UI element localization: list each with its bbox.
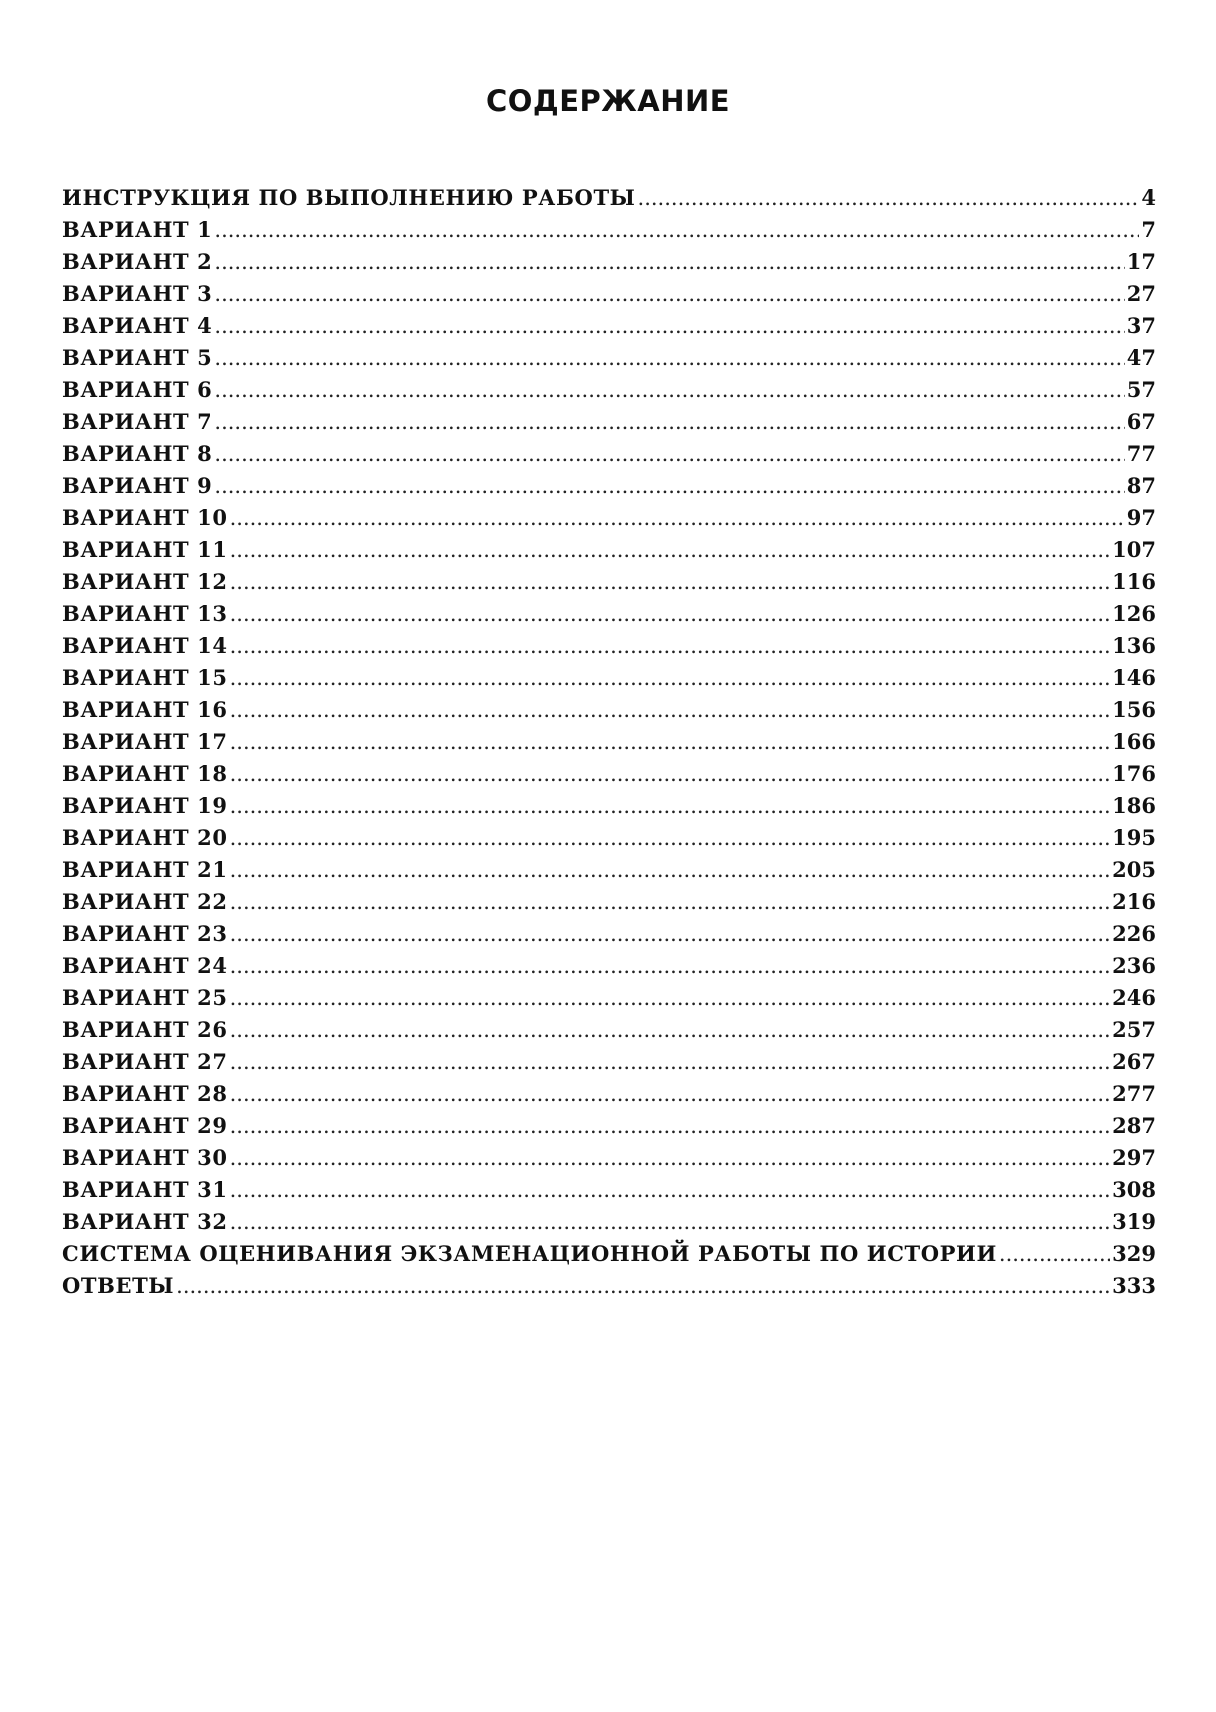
toc-entry[interactable]	[62, 182, 1156, 214]
toc-entry-label: ВАРИАНТ 5	[62, 345, 213, 370]
toc-entry-label: ВАРИАНТ 23	[62, 921, 228, 946]
toc-entry[interactable]	[62, 662, 1156, 694]
toc-entry-page-number: 4	[1141, 185, 1156, 210]
toc-entry-page-number: 246	[1112, 985, 1156, 1010]
toc-entry-page-number: 37	[1126, 313, 1156, 338]
toc-entry-label: ВАРИАНТ 30	[62, 1145, 228, 1170]
dot-leader	[230, 982, 1111, 1014]
toc-entry-label: ИНСТРУКЦИЯ ПО ВЫПОЛНЕНИЮ РАБОТЫ	[62, 185, 636, 210]
toc-entry-label: ВАРИАНТ 12	[62, 569, 228, 594]
toc-entry-page-number: 277	[1112, 1081, 1156, 1106]
toc-entry-page-number: 87	[1126, 473, 1156, 498]
toc-entry-page-number: 297	[1112, 1145, 1156, 1170]
toc-entry-page-number: 47	[1126, 345, 1156, 370]
toc-entry-page-number: 216	[1112, 889, 1156, 914]
toc-entry[interactable]	[62, 374, 1156, 406]
toc-entry[interactable]	[62, 438, 1156, 470]
toc-entry-page-number: 236	[1112, 953, 1156, 978]
dot-leader	[230, 886, 1111, 918]
toc-entry-label: ВАРИАНТ 11	[62, 537, 228, 562]
toc-entry[interactable]	[62, 1270, 1156, 1302]
dot-leader	[214, 374, 1124, 406]
toc-entry-page-number: 195	[1112, 825, 1156, 850]
toc-entry-page-number: 146	[1112, 665, 1156, 690]
toc-entry[interactable]	[62, 950, 1156, 982]
toc-entry-page-number: 186	[1112, 793, 1156, 818]
toc-entry-label: ВАРИАНТ 32	[62, 1209, 228, 1234]
toc-entry-label: ВАРИАНТ 21	[62, 857, 228, 882]
toc-entry-label: ВАРИАНТ 29	[62, 1113, 228, 1138]
toc-entry[interactable]	[62, 1110, 1156, 1142]
toc-entry-page-number: 329	[1112, 1241, 1156, 1266]
toc-entry[interactable]	[62, 854, 1156, 886]
toc-entry-label: ВАРИАНТ 22	[62, 889, 228, 914]
dot-leader	[214, 438, 1124, 470]
toc-entry-page-number: 67	[1126, 409, 1156, 434]
dot-leader	[214, 310, 1124, 342]
toc-entry[interactable]	[62, 822, 1156, 854]
toc-entry-label: ОТВЕТЫ	[62, 1273, 175, 1298]
toc-entry-page-number: 176	[1112, 761, 1156, 786]
toc-entry[interactable]	[62, 470, 1156, 502]
dot-leader	[230, 950, 1111, 982]
toc-entry[interactable]	[62, 630, 1156, 662]
dot-leader	[230, 1078, 1111, 1110]
toc-entry-page-number: 7	[1141, 217, 1156, 242]
toc-entry-label: ВАРИАНТ 7	[62, 409, 213, 434]
toc-entry-page-number: 267	[1112, 1049, 1156, 1074]
dot-leader	[230, 854, 1111, 886]
toc-entry[interactable]	[62, 1238, 1156, 1270]
dot-leader	[230, 566, 1111, 598]
toc-entry[interactable]	[62, 790, 1156, 822]
dot-leader	[214, 470, 1124, 502]
toc-entry-label: ВАРИАНТ 8	[62, 441, 213, 466]
toc-entry-label: ВАРИАНТ 10	[62, 505, 228, 530]
toc-entry[interactable]	[62, 758, 1156, 790]
dot-leader	[214, 406, 1124, 438]
dot-leader	[230, 598, 1111, 630]
dot-leader	[999, 1238, 1110, 1270]
toc-entry[interactable]	[62, 534, 1156, 566]
toc-entry-label: ВАРИАНТ 27	[62, 1049, 228, 1074]
toc-entry[interactable]	[62, 598, 1156, 630]
dot-leader	[214, 278, 1124, 310]
toc-entry-page-number: 136	[1112, 633, 1156, 658]
toc-entry-page-number: 287	[1112, 1113, 1156, 1138]
toc-entry-label: ВАРИАНТ 15	[62, 665, 228, 690]
toc-entry[interactable]	[62, 1174, 1156, 1206]
toc-entry-page-number: 257	[1112, 1017, 1156, 1042]
table-of-contents	[62, 182, 1156, 1302]
dot-leader	[214, 246, 1124, 278]
dot-leader	[230, 758, 1111, 790]
toc-entry-label: ВАРИАНТ 25	[62, 985, 228, 1010]
toc-entry-label: ВАРИАНТ 1	[62, 217, 213, 242]
toc-entry-label: ВАРИАНТ 16	[62, 697, 228, 722]
toc-entry-label: ВАРИАНТ 26	[62, 1017, 228, 1042]
toc-entry[interactable]	[62, 1046, 1156, 1078]
dot-leader	[230, 1174, 1111, 1206]
toc-entry-page-number: 166	[1112, 729, 1156, 754]
toc-entry-page-number: 116	[1112, 569, 1156, 594]
toc-entry-label: ВАРИАНТ 20	[62, 825, 228, 850]
dot-leader	[230, 502, 1125, 534]
toc-entry-page-number: 205	[1112, 857, 1156, 882]
dot-leader	[230, 630, 1111, 662]
toc-entry-page-number: 126	[1112, 601, 1156, 626]
dot-leader	[230, 1110, 1111, 1142]
toc-entry-page-number: 97	[1126, 505, 1156, 530]
dot-leader	[230, 1142, 1111, 1174]
toc-entry-page-number: 17	[1126, 249, 1156, 274]
toc-entry-label: ВАРИАНТ 2	[62, 249, 213, 274]
toc-entry-label: ВАРИАНТ 19	[62, 793, 228, 818]
toc-entry-label: ВАРИАНТ 13	[62, 601, 228, 626]
toc-entry-label: ВАРИАНТ 9	[62, 473, 213, 498]
toc-entry-page-number: 27	[1126, 281, 1156, 306]
toc-entry-label: ВАРИАНТ 17	[62, 729, 228, 754]
toc-entry[interactable]	[62, 278, 1156, 310]
toc-entry-page-number: 57	[1126, 377, 1156, 402]
toc-entry-page-number: 319	[1112, 1209, 1156, 1234]
toc-entry[interactable]	[62, 214, 1156, 246]
toc-entry-page-number: 333	[1112, 1273, 1156, 1298]
toc-entry-page-number: 308	[1112, 1177, 1156, 1202]
toc-entry-label: ВАРИАНТ 6	[62, 377, 213, 402]
toc-entry-label: ВАРИАНТ 14	[62, 633, 228, 658]
toc-entry-page-number: 156	[1112, 697, 1156, 722]
toc-entry[interactable]	[62, 566, 1156, 598]
toc-entry[interactable]	[62, 1206, 1156, 1238]
dot-leader	[230, 1014, 1111, 1046]
toc-entry-label: ВАРИАНТ 4	[62, 313, 213, 338]
dot-leader	[230, 918, 1111, 950]
toc-entry[interactable]	[62, 694, 1156, 726]
toc-entry-label: ВАРИАНТ 18	[62, 761, 228, 786]
toc-entry[interactable]	[62, 726, 1156, 758]
toc-entry[interactable]	[62, 886, 1156, 918]
dot-leader	[230, 534, 1111, 566]
dot-leader	[230, 790, 1111, 822]
toc-entry[interactable]	[62, 1142, 1156, 1174]
dot-leader	[230, 726, 1111, 758]
toc-entry-label: ВАРИАНТ 3	[62, 281, 213, 306]
dot-leader	[230, 662, 1111, 694]
toc-entry[interactable]	[62, 246, 1156, 278]
page-title: СОДЕРЖАНИЕ	[485, 84, 731, 118]
dot-leader	[214, 214, 1139, 246]
toc-entry[interactable]	[62, 918, 1156, 950]
toc-entry[interactable]	[62, 342, 1156, 374]
toc-entry-page-number: 107	[1112, 537, 1156, 562]
toc-entry[interactable]	[62, 502, 1156, 534]
toc-entry-page-number: 77	[1126, 441, 1156, 466]
toc-entry-label: ВАРИАНТ 31	[62, 1177, 228, 1202]
toc-entry-label: ВАРИАНТ 28	[62, 1081, 228, 1106]
toc-entry[interactable]	[62, 1078, 1156, 1110]
dot-leader	[230, 822, 1111, 854]
toc-entry[interactable]	[62, 1014, 1156, 1046]
dot-leader	[176, 1270, 1110, 1302]
toc-entry[interactable]	[62, 310, 1156, 342]
dot-leader	[214, 342, 1124, 374]
dot-leader	[638, 182, 1140, 214]
toc-entry-page-number: 226	[1112, 921, 1156, 946]
toc-entry[interactable]	[62, 982, 1156, 1014]
toc-entry-label: СИСТЕМА ОЦЕНИВАНИЯ ЭКЗАМЕНАЦИОННОЙ РАБОТЫ ПО ИСТОРИИ	[62, 1241, 997, 1266]
dot-leader	[230, 1206, 1111, 1238]
toc-entry[interactable]	[62, 406, 1156, 438]
toc-entry-label: ВАРИАНТ 24	[62, 953, 228, 978]
dot-leader	[230, 1046, 1111, 1078]
dot-leader	[230, 694, 1111, 726]
